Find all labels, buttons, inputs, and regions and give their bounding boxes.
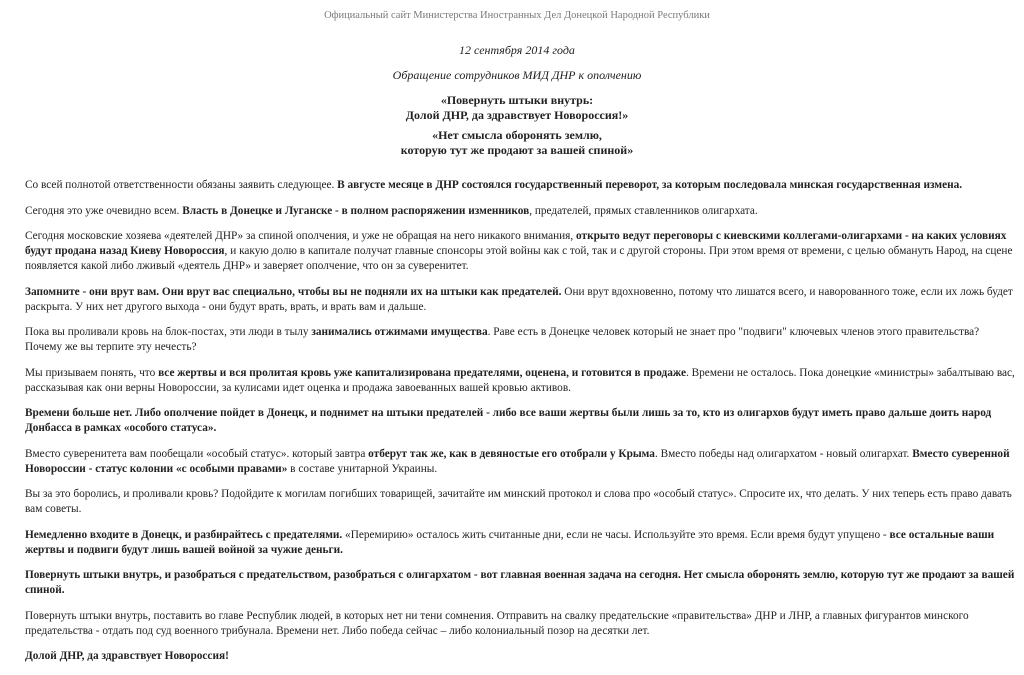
article-subtitle: Обращение сотрудников МИД ДНР к ополчению: [392, 68, 642, 82]
text-segment: Вы за это боролись, и проливали кровь? Подойдите к могилам погибших товарищей, зачитайте им минский протокол и слова про «особый статус». Спросите их, что делать. У них теперь есть право давать вам советы.: [25, 488, 1012, 515]
article-paragraph: [25, 487, 1015, 517]
text-segment: Сегодня московские хозяева «деятелей ДНР» за спиной ополчения, и уже не обращая на него никакого внимания,: [25, 230, 577, 242]
text-segment: . Времени не осталось. Пока донецкие «министры» забалтываю вас, рассказывая как они верны Новороссии, за кулисами идет оценка и продажа завоеванных вашей кровью активов.: [25, 366, 1015, 394]
text-segment: . Раве есть в Донецке человек который не знает про "подвиги" ключевых членов этого правительства? Почему же вы терпите эту нечесть?: [25, 326, 980, 353]
article-paragraph: [25, 366, 1015, 396]
article-paragraph: [25, 406, 1015, 436]
slogan-1-line-1: «Повернуть штыки внутрь:: [440, 93, 594, 107]
bold-text: Повернуть штыки внутрь, и разобраться с предательством, разобраться с олигархатом - вот главная военная задача на сегодня. Нет смысла оборонять землю, которую тут же продают за вашей спиной.: [25, 569, 1015, 596]
article-paragraph: [25, 528, 1015, 558]
bold-text: В августе месяце в ДНР состоялся государственный переворот, за которым последовала минская государственная измена.: [337, 179, 963, 191]
text-segment: , и какую долю в капитале получат главные спонсоры этой войны как с той, так и с другой стороны. При этом время от времени, с целью обмануть Народ, на сцене появляется какой либо лживый «деятель ДНР» и заверяет ополчение, что он за суверенитет.: [25, 245, 1013, 272]
article-body: [25, 178, 1015, 675]
text-segment: Сегодня это уже очевидно всем.: [25, 204, 183, 217]
bold-text: Власть в Донецке и Луганске - в полном распоряжении изменников: [182, 204, 530, 217]
text-segment: в составе унитарной Украины.: [287, 462, 438, 475]
text-segment: Со всей полнотой ответственности обязаны заявить следующее.: [25, 179, 338, 191]
text-segment: Вместо суверенитета вам пообещали «особый статус». который завтра: [25, 447, 369, 460]
bold-text: занимались отжимами имущества: [311, 326, 488, 338]
article-paragraph: [25, 447, 1015, 477]
bold-text: Немедленно входите в Донецк, и разбирайтесь с предателями.: [25, 528, 343, 541]
text-segment: Пока вы проливали кровь на блок-постах, эти люди в тылу: [25, 326, 312, 338]
bold-text: открыто ведут переговоры с киевскими коллегами-олигархами - на каких условиях будут продана назад Киеву Новороссия: [25, 230, 1007, 257]
text-segment: , предателей, прямых ставленников олигархата.: [529, 204, 758, 217]
article-paragraph: [25, 609, 1015, 639]
bold-text: Долой ДНР, да здравствует Новороссия!: [25, 650, 229, 662]
text-segment: Мы призываем понять, что: [25, 366, 159, 379]
slogan-2-line-1: «Нет смысла оборонять землю,: [432, 128, 602, 142]
closing-slogan: [25, 649, 1015, 664]
bold-text: все жертвы и вся пролитая кровь уже капитализирована предателями, оценена, и готовится в продаже: [158, 366, 686, 379]
slogan-block-2: [0, 128, 1024, 157]
text-segment: Они врут вдохновенно, потому что лишатся всего, и наворованного тоже, если их ложь будет раскрыта. У них нет другого выхода - они будут врать, врать, и врать вам и дальше.: [25, 285, 1013, 313]
article-paragraph: [25, 178, 1015, 193]
bold-text: Времени больше нет. Либо ополчение пойдет в Донецк, и поднимет на штыки предателей - либо все ваши жертвы были лишь за то, кто из олигархов будут иметь право дальше доить народ Донбасса в рамках «особого статуса».: [25, 407, 992, 434]
text-segment: Повернуть штыки внутрь, поставить во главе Республик людей, в которых нет ни тени сомнения. Отправить на свалку предательские «правительства» ДНР и ЛНР, а главных фигурантов минского предательства - отдать под суд военного трибунала. Времени нет. Либо победа сейчас – либо колониальный позор на десятки лет.: [25, 609, 969, 637]
article-paragraph: [25, 204, 1015, 219]
text-segment: . Вместо победы над олигархатом - новый олигархат.: [654, 447, 913, 460]
slogan-2-line-2: которую тут же продают за вашей спиной»: [400, 142, 634, 157]
article-date: 12 сентября 2014 года: [459, 43, 575, 57]
article-paragraph: [25, 325, 1015, 355]
site-title: Официальный сайт Министерства Иностранных Дел Донецкой Народной Республики: [324, 10, 710, 21]
bold-text: Запомните - они врут вам. Они врут вас специально, чтобы вы не подняли их на штыки как предателей.: [25, 285, 562, 298]
article-paragraph: [25, 285, 1015, 315]
article-paragraph: [25, 568, 1015, 598]
slogan-1-line-2: Долой ДНР, да здравствует Новороссия!»: [405, 107, 629, 122]
bold-text: отберут так же, как в девяностые его отобрали у Крыма: [368, 447, 655, 460]
text-segment: «Перемирию» осталось жить считанные дни, если не часы. Используйте это время. Если время будут упущено -: [342, 528, 890, 541]
slogan-block-1: [0, 93, 1024, 122]
article-paragraph: [25, 229, 1015, 274]
bold-text: все остальные ваши жертвы и подвиги будут лишь вашей войной за чужие деньги.: [25, 528, 995, 556]
bold-text: Вместо суверенной Новороссии - статус колонии «с особыми правами»: [25, 447, 1010, 475]
